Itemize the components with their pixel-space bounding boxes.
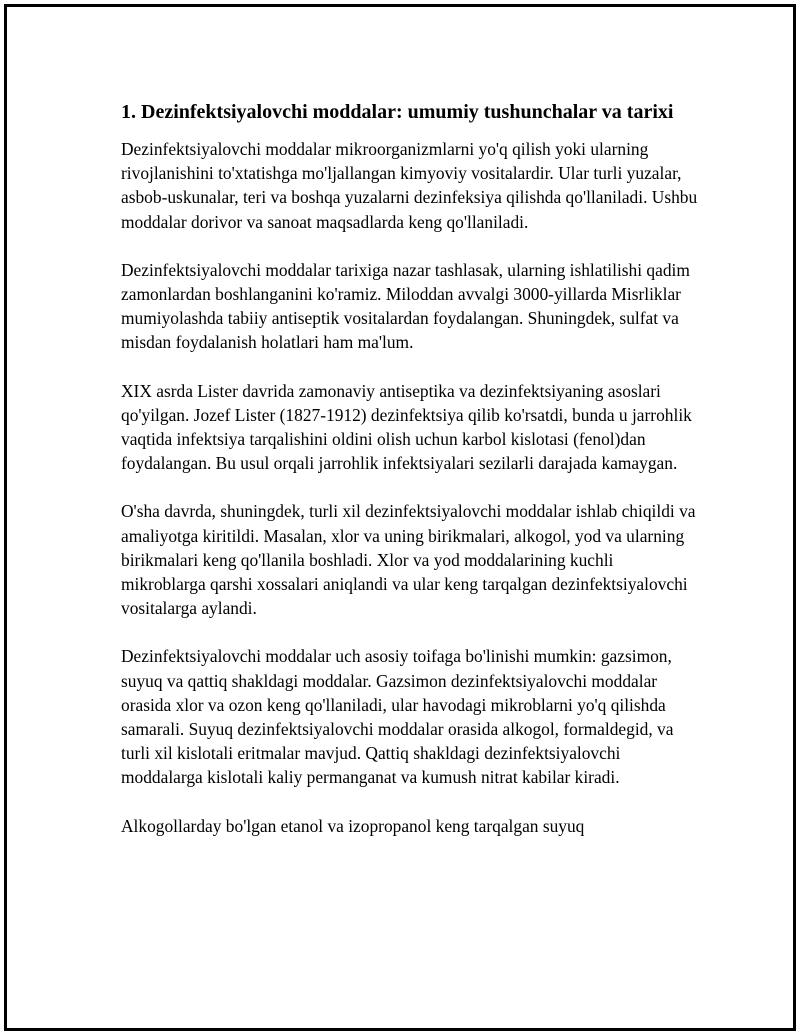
paragraph-development: O'sha davrda, shuningdek, turli xil dezinfektsiyalovchi moddalar ishlab chiqildi va amaliyotga kiritildi. Masalan, xlor va uning birikmalari, alkogol, yod va ularning birikmalari keng qo'llanila boshladi. Xlor va yod moddalarining kuchli mikroblarga qarshi xossalari aniqlandi va ular keng tarqalgan dezinfektsiyalovchi vositalarga aylandi.: [121, 501, 696, 619]
document-content: [121, 98, 701, 862]
paragraph-categories: Dezinfektsiyalovchi moddalar uch asosiy toifaga bo'linishi mumkin: gazsimon, suyuq va qattiq shakldagi moddalar. Gazsimon dezinfektsiyalovchi moddalar orasida xlor va ozon keng qo'llaniladi, ular havodagi mikroblarni yo'q qilishda samarali. Suyuq dezinfektsiyalovchi moddalar orasida alkogol, formaldegid, va turli xil kislotali eritmalar mavjud. Qattiq shakldagi dezinfektsiyalovchi moddalarga kislotali kaliy permanganat va kumush nitrat kabilar kiradi.: [121, 646, 674, 788]
document-page: [4, 4, 796, 1031]
paragraph-history: Dezinfektsiyalovchi moddalar tarixiga nazar tashlasak, ularning ishlatilishi qadim zamonlardan boshlanganini ko'ramiz. Miloddan avvalgi 3000-yillarda Misrliklar mumiyolashda tabiiy antiseptik vositalardan foydalangan. Shuningdek, sulfat va misdan foydalanish holatlari ham ma'lum.: [121, 259, 690, 353]
paragraph-definition: Dezinfektsiyalovchi moddalar mikroorganizmlarni yo'q qilish yoki ularning rivojlanishini to'xtatishga mo'ljallangan kimyoviy vositalardir. Ular turli yuzalar, asbob-uskunalar, teri va boshqa yuzalarni dezinfeksiya qilishda qo'llaniladi. Ushbu moddalar dorivor va sanoat maqsadlarda keng qo'llaniladi.: [121, 139, 698, 232]
paragraph-lister: XIX asrda Lister davrida zamonaviy antiseptika va dezinfektsiyaning asoslari qo'yilgan. Jozef Lister (1827-1912) dezinfektsiya qilib ko'rsatdi, bunda u jarrohlik vaqtida infektsiya tarqalishini oldini olish uchun karbol kislotasi (fenol)dan foydalangan. Bu usul orqali jarrohlik infektsiyalari sezilarli darajada kamaygan.: [121, 380, 692, 474]
paragraph-alcohols: Alkogollarday bo'lgan etanol va izopropanol keng tarqalgan suyuq: [121, 815, 585, 836]
section-heading: 1. Dezinfektsiyalovchi moddalar: umumiy tushunchalar va tarixi: [121, 101, 674, 123]
